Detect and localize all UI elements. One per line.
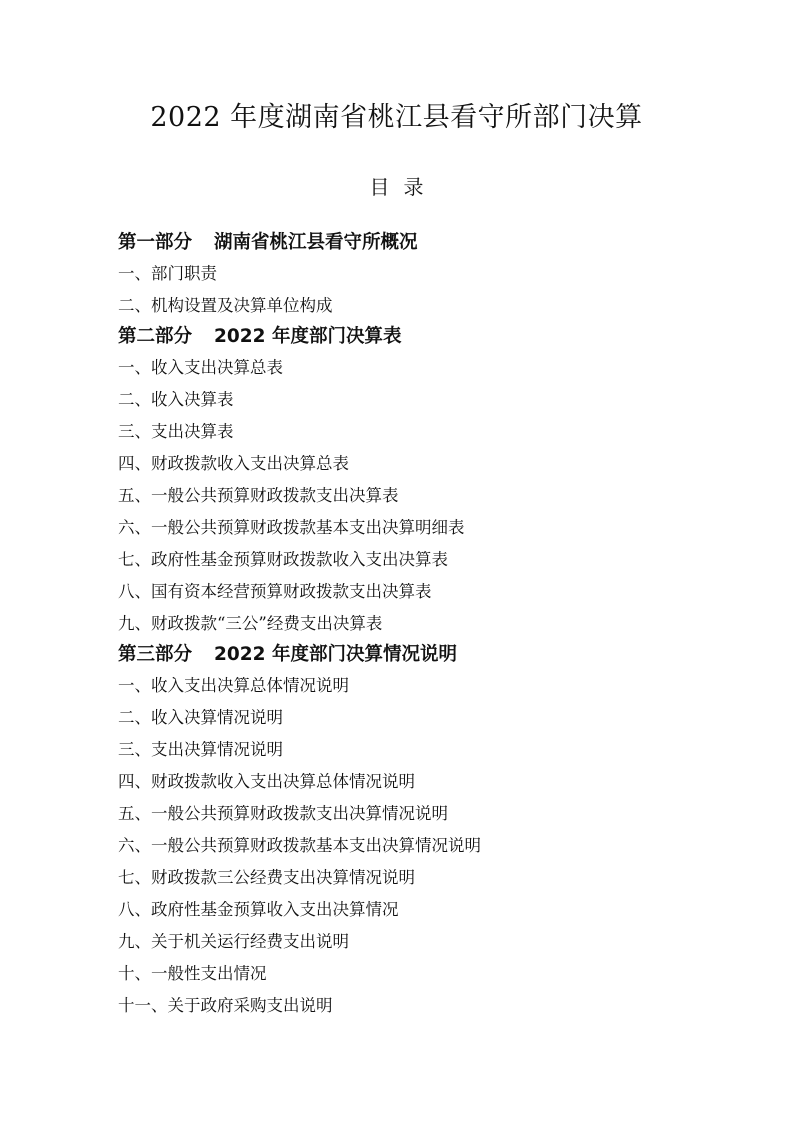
toc-entry: 二、机构设置及决算单位构成 bbox=[118, 296, 333, 315]
toc-entry: 八、国有资本经营预算财政拨款支出决算表 bbox=[118, 582, 432, 601]
toc-entry: 一、部门职责 bbox=[118, 264, 217, 283]
toc-entry: 三、支出决算情况说明 bbox=[118, 740, 283, 759]
toc-entry: 一、收入支出决算总体情况说明 bbox=[118, 676, 349, 695]
toc-entry: 九、财政拨款“三公”经费支出决算表 bbox=[118, 614, 383, 633]
section-part-label: 第一部分 bbox=[118, 232, 193, 253]
toc-entry: 六、一般公共预算财政拨款基本支出决算情况说明 bbox=[118, 836, 481, 855]
section-title bbox=[118, 322, 718, 352]
document-title: 2022 年度湖南省桃江县看守所部门决算 bbox=[150, 102, 643, 133]
toc-entry: 四、财政拨款收入支出决算总体情况说明 bbox=[118, 772, 415, 791]
section-name: 2022 年度部门决算表 bbox=[214, 326, 402, 347]
toc-entry: 八、政府性基金预算收入支出决算情况 bbox=[118, 900, 399, 919]
toc-heading: 目录 bbox=[369, 175, 438, 199]
section-title bbox=[118, 640, 718, 670]
section-name: 湖南省桃江县看守所概况 bbox=[214, 232, 418, 253]
toc-entry: 七、财政拨款三公经费支出决算情况说明 bbox=[118, 868, 415, 887]
toc-entry: 十、一般性支出情况 bbox=[118, 964, 267, 983]
section-part-label: 第二部分 bbox=[118, 326, 193, 347]
table-of-contents bbox=[118, 228, 718, 1022]
toc-entry: 二、收入决算情况说明 bbox=[118, 708, 283, 727]
toc-entry: 六、一般公共预算财政拨款基本支出决算明细表 bbox=[118, 518, 465, 537]
toc-entry: 二、收入决算表 bbox=[118, 390, 234, 409]
toc-entry: 一、收入支出决算总表 bbox=[118, 358, 283, 377]
toc-entry: 七、政府性基金预算财政拨款收入支出决算表 bbox=[118, 550, 448, 569]
section-name: 2022 年度部门决算情况说明 bbox=[214, 644, 457, 665]
toc-entry: 四、财政拨款收入支出决算总表 bbox=[118, 454, 349, 473]
section-part-label: 第三部分 bbox=[118, 644, 193, 665]
toc-entry: 五、一般公共预算财政拨款支出决算情况说明 bbox=[118, 804, 448, 823]
toc-entry: 十一、关于政府采购支出说明 bbox=[118, 996, 333, 1015]
toc-entry: 九、关于机关运行经费支出说明 bbox=[118, 932, 349, 951]
toc-entry: 三、支出决算表 bbox=[118, 422, 234, 441]
toc-entry: 五、一般公共预算财政拨款支出决算表 bbox=[118, 486, 399, 505]
section-title bbox=[118, 228, 718, 258]
